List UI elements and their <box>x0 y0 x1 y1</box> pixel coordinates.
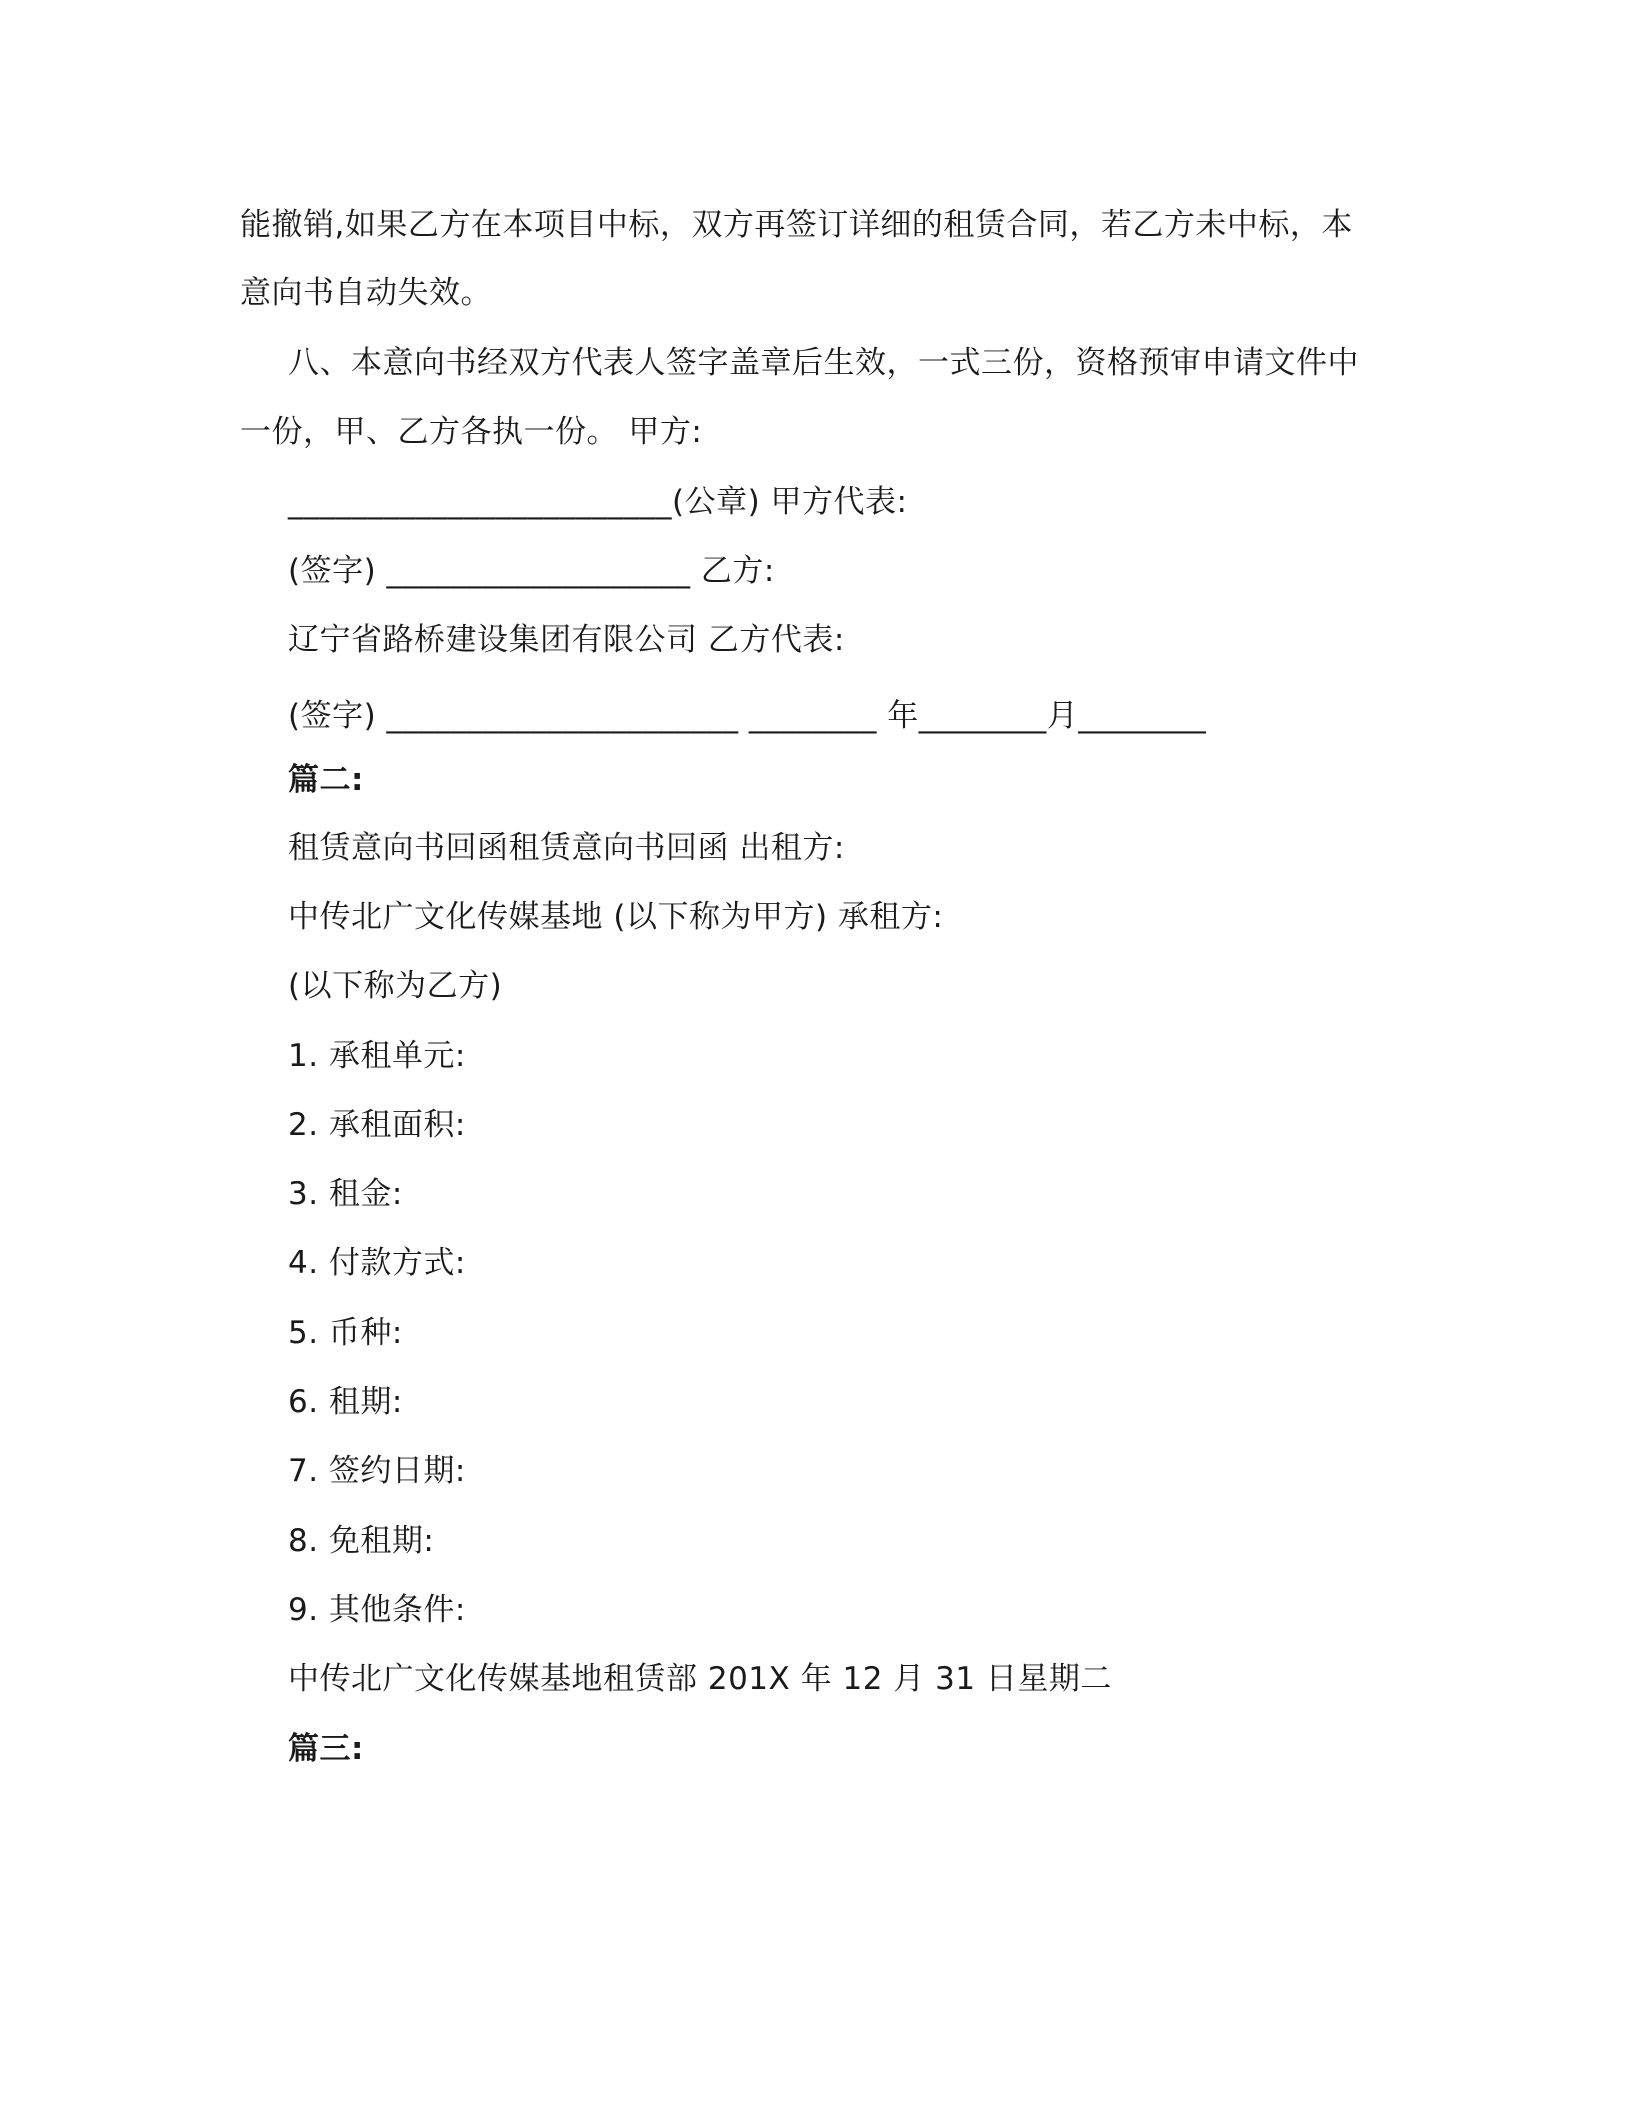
paragraph-8-line-1: 八、本意向书经双方代表人签字盖章后生效，一式三份，资格预审申请文件中 <box>288 345 1359 381</box>
list-item: 3. 租金: <box>288 1176 403 1212</box>
list-item: 5. 币种: <box>288 1315 403 1351</box>
list-item: 2. 承租面积: <box>288 1107 466 1143</box>
paragraph-7-line-2: 意向书自动失效。 <box>240 275 492 311</box>
list-item: 6. 租期: <box>288 1384 403 1420</box>
footer-signature-date: 中传北广文化传媒基地租赁部 201X 年 12 月 31 日星期二 <box>288 1661 1112 1697</box>
paragraph-8-line-2: 一份，甲、乙方各执一份。 甲方: <box>240 414 703 450</box>
letter-lessee-line: (以下称为乙方) <box>288 968 503 1004</box>
letter-title-line: 租赁意向书回函租赁意向书回函 出租方: <box>288 830 845 866</box>
signature-line-1: ________________________(公章) 甲方代表: <box>288 484 908 520</box>
list-item: 4. 付款方式: <box>288 1245 466 1281</box>
list-item: 1. 承租单元: <box>288 1038 466 1074</box>
signature-line-4: (签字) ______________________ ________ 年________月________ <box>288 698 1207 734</box>
signature-line-2: (签字) ___________________ 乙方: <box>288 553 775 589</box>
section-3-heading: 篇三: <box>288 1731 364 1767</box>
list-item: 9. 其他条件: <box>288 1592 466 1628</box>
list-item: 8. 免租期: <box>288 1523 435 1559</box>
paragraph-7-line-1: 能撤销,如果乙方在本项目中标，双方再签订详细的租赁合同，若乙方未中标，本 <box>240 207 1353 243</box>
section-2-heading: 篇二: <box>288 762 364 798</box>
list-item: 7. 签约日期: <box>288 1453 466 1489</box>
letter-lessor-line: 中传北广文化传媒基地 (以下称为甲方) 承租方: <box>288 899 944 935</box>
signature-line-3: 辽宁省路桥建设集团有限公司 乙方代表: <box>288 622 845 658</box>
